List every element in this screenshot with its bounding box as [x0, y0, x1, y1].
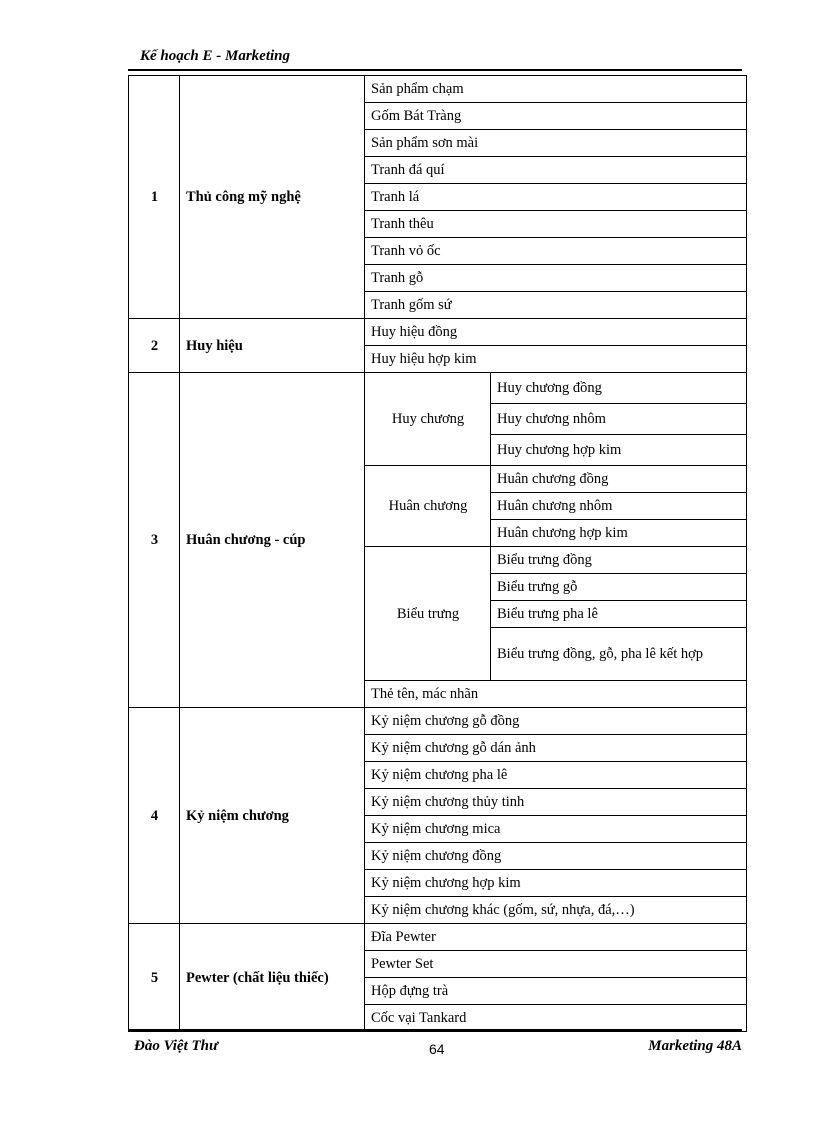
item-cell: Biểu trưng đồng, gỗ, pha lê kết hợp: [491, 628, 747, 681]
row-number: 5: [129, 924, 180, 1032]
item-cell: Tranh đá quí: [365, 157, 747, 184]
item-cell: Huy chương hợp kim: [491, 435, 747, 466]
item-cell: Sản phẩm chạm: [365, 76, 747, 103]
header-divider: [128, 69, 742, 71]
item-cell: Kỷ niệm chương gỗ dán ảnh: [365, 735, 747, 762]
category-cell: Thủ công mỹ nghệ: [180, 76, 365, 319]
item-cell: Biểu trưng gỗ: [491, 574, 747, 601]
item-cell: Tranh gốm sứ: [365, 292, 747, 319]
table-row: [129, 708, 747, 735]
item-cell: Kỷ niệm chương pha lê: [365, 762, 747, 789]
table-row: [129, 319, 747, 346]
item-cell: Gốm Bát Tràng: [365, 103, 747, 130]
item-cell: Tranh lá: [365, 184, 747, 211]
product-table: [128, 75, 747, 1032]
item-cell: Kỷ niệm chương khác (gốm, sứ, nhựa, đá,…): [365, 897, 747, 924]
item-cell: Kỷ niệm chương mica: [365, 816, 747, 843]
item-cell: Tranh vỏ ốc: [365, 238, 747, 265]
category-cell: Kỷ niệm chương: [180, 708, 365, 924]
table-row: [129, 76, 747, 103]
item-cell: Tranh thêu: [365, 211, 747, 238]
category-cell: Huân chương - cúp: [180, 373, 365, 708]
table-row: [129, 924, 747, 951]
row-number: 3: [129, 373, 180, 708]
item-cell: Huy hiệu hợp kim: [365, 346, 747, 373]
subcategory-cell: Huân chương: [365, 466, 491, 547]
item-cell: Huân chương hợp kim: [491, 520, 747, 547]
table-row: [129, 373, 747, 404]
item-cell: Sản phẩm sơn mài: [365, 130, 747, 157]
subcategory-cell: Huy chương: [365, 373, 491, 466]
item-cell: Kỷ niệm chương thủy tinh: [365, 789, 747, 816]
item-cell: Biểu trưng pha lê: [491, 601, 747, 628]
item-cell: Tranh gỗ: [365, 265, 747, 292]
row-number: 4: [129, 708, 180, 924]
item-cell: Huy chương nhôm: [491, 404, 747, 435]
row-number: 2: [129, 319, 180, 373]
row-number: 1: [129, 76, 180, 319]
category-cell: Pewter (chất liệu thiếc): [180, 924, 365, 1032]
item-cell: Kỷ niệm chương hợp kim: [365, 870, 747, 897]
item-cell: Pewter Set: [365, 951, 747, 978]
item-cell: Huân chương đồng: [491, 466, 747, 493]
item-cell: Huy chương đồng: [491, 373, 747, 404]
subcategory-cell: Biểu trưng: [365, 547, 491, 681]
item-cell: Biểu trưng đồng: [491, 547, 747, 574]
item-cell: Thẻ tên, mác nhãn: [365, 681, 747, 708]
item-cell: Đĩa Pewter: [365, 924, 747, 951]
footer-class: Marketing 48A: [648, 1038, 742, 1054]
header-title: Kế hoạch E - Marketing: [140, 48, 291, 64]
item-cell: Huy hiệu đồng: [365, 319, 747, 346]
page-number: 64: [429, 1041, 445, 1057]
item-cell: Huân chương nhôm: [491, 493, 747, 520]
category-cell: Huy hiệu: [180, 319, 365, 373]
footer-author: Đào Việt Thư: [134, 1038, 218, 1054]
item-cell: Hộp đựng trà: [365, 978, 747, 1005]
footer-divider: [128, 1029, 742, 1031]
item-cell: Cốc vại Tankard: [365, 1005, 747, 1032]
item-cell: Kỷ niệm chương gỗ đồng: [365, 708, 747, 735]
item-cell: Kỷ niệm chương đồng: [365, 843, 747, 870]
